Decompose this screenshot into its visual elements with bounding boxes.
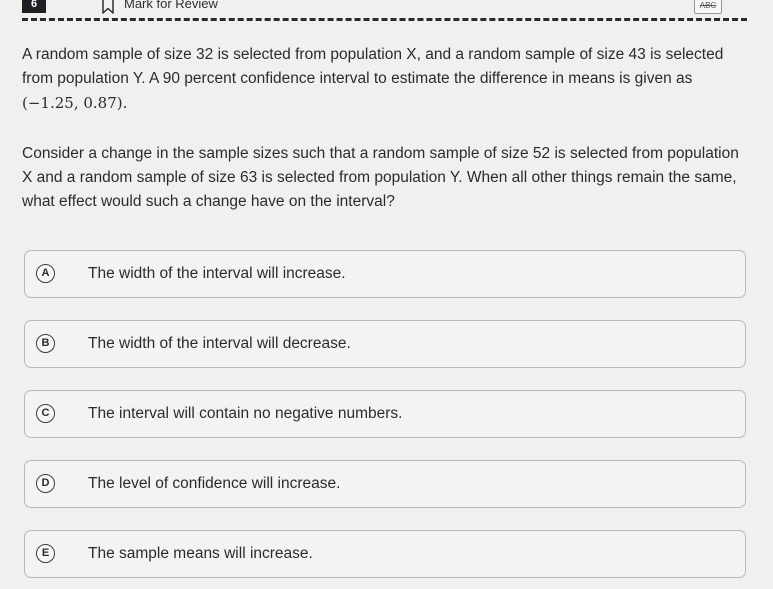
question-paragraph-2: Consider a change in the sample sizes such that a random sample of size 52 is selected from population X and a random sample of size 63 is selected from population Y. When all other things remain the same, what effect would such a change have on the interval? bbox=[22, 145, 739, 210]
question-number-badge: 6 bbox=[22, 0, 46, 13]
choice-text-a: The width of the interval will increase. bbox=[88, 265, 346, 282]
confidence-interval-value: (−1.25, 0.87). bbox=[22, 94, 128, 112]
choice-letter-e: E bbox=[36, 544, 55, 563]
choice-letter-a: A bbox=[36, 264, 55, 283]
strikethrough-tool-button[interactable]: ABC bbox=[694, 0, 722, 14]
choice-text-c: The interval will contain no negative numbers. bbox=[88, 405, 403, 422]
answer-choice-c[interactable] bbox=[24, 390, 746, 438]
question-stem bbox=[22, 43, 747, 214]
choice-letter-c: C bbox=[36, 404, 55, 423]
choice-letter-d: D bbox=[36, 474, 55, 493]
answer-choice-b[interactable] bbox=[24, 320, 746, 368]
mark-for-review-link[interactable]: Mark for Review bbox=[124, 0, 218, 11]
choice-text-e: The sample means will increase. bbox=[88, 545, 313, 562]
question-paragraph-1 bbox=[22, 43, 747, 116]
choice-text-d: The level of confidence will increase. bbox=[88, 475, 341, 492]
question-header bbox=[0, 0, 773, 20]
answer-choice-d[interactable] bbox=[24, 460, 746, 508]
bookmark-icon[interactable] bbox=[101, 0, 115, 14]
header-divider bbox=[22, 18, 747, 21]
choice-letter-b: B bbox=[36, 334, 55, 353]
answer-choice-e[interactable] bbox=[24, 530, 746, 578]
choice-text-b: The width of the interval will decrease. bbox=[88, 335, 351, 352]
answer-choice-a[interactable] bbox=[24, 250, 746, 298]
question-text-1: A random sample of size 32 is selected from population X, and a random sample of size 43 is selected from population Y. A 90 percent confidence interval to estimate the difference in means is given as bbox=[22, 46, 724, 87]
